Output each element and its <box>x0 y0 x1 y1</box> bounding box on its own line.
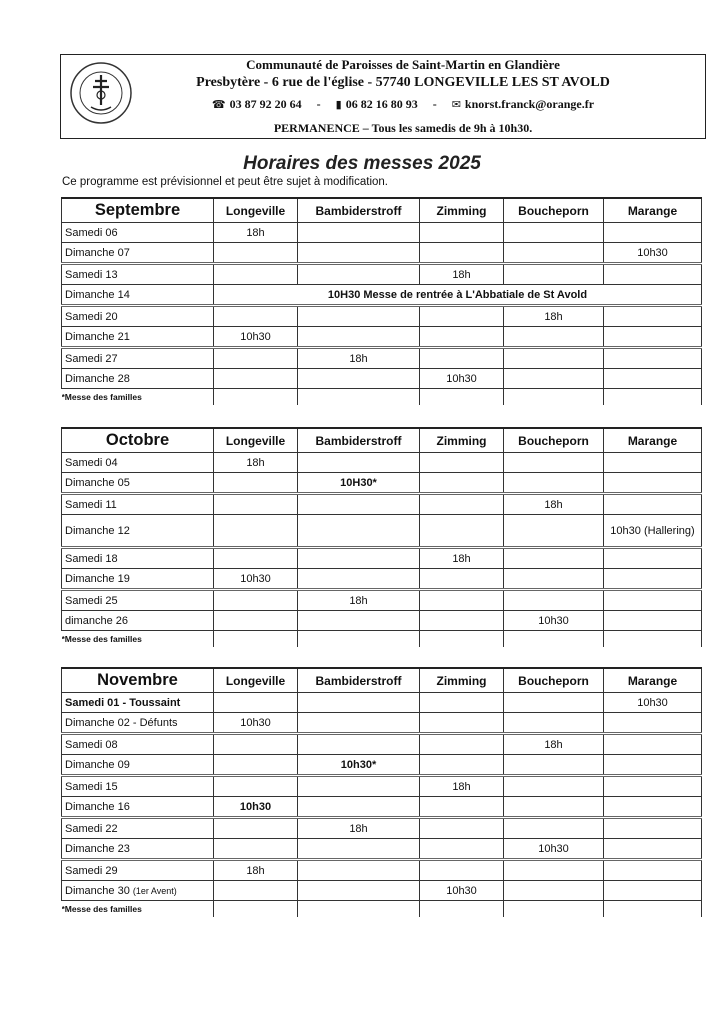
mass-time-cell: 18h <box>504 494 604 515</box>
table-row <box>62 223 702 243</box>
day-label: Dimanche 14 <box>65 288 130 301</box>
mass-time-cell <box>504 818 604 839</box>
day-label: Dimanche 21 <box>65 330 130 343</box>
table-row <box>62 818 702 839</box>
mass-time-cell: 10h30 (Hallering) <box>604 515 702 548</box>
mass-time-cell <box>604 797 702 818</box>
mass-time-cell <box>604 590 702 611</box>
table-row <box>62 755 702 776</box>
mass-time-cell <box>214 494 298 515</box>
day-cell <box>62 611 214 631</box>
mass-time-cell <box>604 839 702 860</box>
mass-time-cell <box>298 223 420 243</box>
month-table-october <box>61 427 701 647</box>
day-label: Dimanche 07 <box>65 246 130 259</box>
mass-time-cell <box>604 860 702 881</box>
mass-time-cell <box>504 264 604 285</box>
mass-time-cell <box>298 734 420 755</box>
mass-time-cell <box>214 515 298 548</box>
month-table-november <box>61 667 701 917</box>
mass-time-cell: 10h30 <box>214 797 298 818</box>
day-label: Samedi 22 <box>65 822 118 835</box>
mass-time-cell <box>504 223 604 243</box>
mass-time-cell <box>604 306 702 327</box>
table-header-row <box>62 668 702 693</box>
mass-time-cell <box>604 223 702 243</box>
mass-time-cell <box>298 713 420 734</box>
day-label: Samedi 11 <box>65 498 117 511</box>
mass-time-cell: 10h30 <box>214 713 298 734</box>
mass-time-cell: 10h30 <box>214 569 298 590</box>
mass-time-cell <box>604 473 702 494</box>
mass-time-cell <box>298 839 420 860</box>
mass-time-cell <box>504 369 604 389</box>
footnote-row <box>62 389 702 406</box>
mass-time-cell <box>420 569 504 590</box>
mass-time-cell <box>298 327 420 348</box>
mass-time-cell <box>214 264 298 285</box>
day-cell <box>62 548 214 569</box>
table-row <box>62 569 702 590</box>
mass-time-cell <box>504 548 604 569</box>
mass-time-cell: 10h30 <box>504 839 604 860</box>
day-cell <box>62 839 214 860</box>
separator: - <box>432 97 437 111</box>
column-header: Zimming <box>420 198 504 223</box>
mass-time-cell <box>604 369 702 389</box>
mass-time-cell <box>214 369 298 389</box>
column-header: Longeville <box>214 428 298 453</box>
table-row <box>62 734 702 755</box>
column-header: Longeville <box>214 198 298 223</box>
mass-time-cell <box>604 611 702 631</box>
mass-time-cell <box>420 734 504 755</box>
table-header-row <box>62 198 702 223</box>
mass-time-cell: 18h <box>214 223 298 243</box>
day-cell <box>62 693 214 713</box>
footnote-row <box>62 631 702 648</box>
mass-time-cell <box>214 755 298 776</box>
mass-time-cell <box>214 348 298 369</box>
mass-time-cell <box>504 713 604 734</box>
parish-name: Communauté de Paroisses de Saint-Martin en Glandière <box>246 57 560 72</box>
mass-time-cell <box>504 590 604 611</box>
mass-time-cell <box>504 473 604 494</box>
day-note: (1er Avent) <box>132 885 177 896</box>
mass-time-cell <box>298 881 420 901</box>
mass-time-cell: 18h <box>298 590 420 611</box>
mass-time-cell <box>420 327 504 348</box>
day-label: Dimanche 02 - Défunts <box>65 716 178 729</box>
day-label: Samedi 08 <box>65 738 118 751</box>
page-subtitle: Ce programme est prévisionnel et peut être sujet à modification. <box>62 176 388 188</box>
day-label: dimanche 26 <box>65 614 128 627</box>
table-row <box>62 881 702 901</box>
mass-time-cell <box>504 569 604 590</box>
mass-time-cell <box>420 818 504 839</box>
column-header: Zimming <box>420 428 504 453</box>
day-cell <box>62 881 214 901</box>
mass-time-cell <box>298 776 420 797</box>
table-row <box>62 515 702 548</box>
table-row <box>62 473 702 494</box>
column-header: Marange <box>604 428 702 453</box>
mass-time-cell <box>604 776 702 797</box>
contact-line <box>61 97 705 112</box>
month-name: Novembre <box>62 668 214 693</box>
mass-time-cell <box>214 473 298 494</box>
table-row <box>62 590 702 611</box>
mass-time-cell: 18h <box>420 548 504 569</box>
day-cell <box>62 818 214 839</box>
phone-number: 03 87 92 20 64 <box>229 97 302 111</box>
mass-time-cell <box>604 881 702 901</box>
table-row <box>62 797 702 818</box>
table-row <box>62 839 702 860</box>
mass-time-cell: 18h <box>504 306 604 327</box>
mass-time-cell <box>604 569 702 590</box>
day-cell <box>62 515 214 548</box>
day-cell <box>62 306 214 327</box>
table-row <box>62 693 702 713</box>
mass-time-cell: 10H30* <box>298 473 420 494</box>
mass-time-cell <box>420 713 504 734</box>
mass-time-cell <box>504 755 604 776</box>
mass-time-cell <box>214 734 298 755</box>
mass-time-cell <box>420 223 504 243</box>
day-label: Dimanche 05 <box>65 476 130 489</box>
column-header: Boucheporn <box>504 668 604 693</box>
day-cell <box>62 473 214 494</box>
mass-time-cell <box>298 306 420 327</box>
month-name: Septembre <box>62 198 214 223</box>
mass-time-cell <box>504 327 604 348</box>
mass-time-cell <box>298 548 420 569</box>
mass-time-cell <box>604 264 702 285</box>
mass-time-cell <box>298 797 420 818</box>
schedule-table <box>61 427 702 647</box>
mass-time-cell <box>604 818 702 839</box>
day-cell <box>62 755 214 776</box>
day-cell <box>62 223 214 243</box>
mass-time-cell: 18h <box>298 348 420 369</box>
mass-time-cell <box>420 839 504 860</box>
day-label: Dimanche 28 <box>65 372 130 385</box>
mass-time-cell <box>504 453 604 473</box>
mass-time-cell <box>604 713 702 734</box>
mass-time-cell <box>298 515 420 548</box>
mass-time-cell: 10h30 <box>504 611 604 631</box>
day-cell <box>62 776 214 797</box>
mass-time-cell <box>298 243 420 264</box>
day-label: Dimanche 12 <box>65 524 130 537</box>
mass-time-cell <box>604 327 702 348</box>
day-label: Samedi 25 <box>65 594 118 607</box>
mass-time-cell <box>420 306 504 327</box>
mass-time-cell <box>298 264 420 285</box>
footnote: *Messe des familles <box>61 904 142 914</box>
mass-time-cell <box>604 494 702 515</box>
day-cell <box>62 264 214 285</box>
mass-time-cell <box>504 515 604 548</box>
table-row <box>62 348 702 369</box>
day-cell <box>62 797 214 818</box>
day-label: Dimanche 30 <box>65 884 130 897</box>
permanence-hours: PERMANENCE – Tous les samedis de 9h à 10h30. <box>273 121 533 135</box>
column-header: Bambiderstroff <box>298 668 420 693</box>
table-row <box>62 713 702 734</box>
column-header: Boucheporn <box>504 428 604 453</box>
mass-time-cell: 10h30* <box>298 755 420 776</box>
day-label: Dimanche 23 <box>65 842 130 855</box>
column-header: Zimming <box>420 668 504 693</box>
table-row <box>62 243 702 264</box>
mass-time-cell <box>420 797 504 818</box>
mass-time-cell: 18h <box>298 818 420 839</box>
mass-time-cell <box>298 860 420 881</box>
day-label: Samedi 06 <box>65 226 118 239</box>
table-row <box>62 327 702 348</box>
footnote: *Messe des familles <box>61 634 142 644</box>
day-cell <box>62 734 214 755</box>
column-header: Marange <box>604 198 702 223</box>
day-cell <box>62 348 214 369</box>
table-row <box>62 494 702 515</box>
special-event-cell: 10H30 Messe de rentrée à L'Abbatiale de St Avold <box>214 285 702 306</box>
table-row <box>62 285 702 306</box>
mass-time-cell <box>604 734 702 755</box>
column-header: Bambiderstroff <box>298 198 420 223</box>
mass-time-cell: 10h30 <box>420 369 504 389</box>
parish-header <box>60 54 706 139</box>
mass-time-cell <box>420 860 504 881</box>
day-label: Samedi 04 <box>65 456 118 469</box>
day-label: Dimanche 09 <box>65 758 130 771</box>
phone-icon: ☎ <box>211 99 226 111</box>
mass-time-cell <box>604 348 702 369</box>
footnote: *Messe des familles <box>61 392 142 402</box>
table-row <box>62 306 702 327</box>
mass-time-cell <box>298 569 420 590</box>
mass-time-cell <box>504 797 604 818</box>
mass-time-cell: 18h <box>420 264 504 285</box>
email-address[interactable]: knorst.franck@orange.fr <box>464 97 595 111</box>
mass-time-cell <box>504 693 604 713</box>
mass-time-cell <box>298 369 420 389</box>
mass-time-cell <box>214 776 298 797</box>
table-row <box>62 369 702 389</box>
mass-time-cell: 10h30 <box>214 327 298 348</box>
table-row <box>62 264 702 285</box>
mass-time-cell <box>214 693 298 713</box>
mass-time-cell: 10h30 <box>604 243 702 264</box>
day-cell <box>62 243 214 264</box>
table-row <box>62 611 702 631</box>
mass-time-cell <box>298 693 420 713</box>
mass-time-cell: 18h <box>214 860 298 881</box>
day-cell <box>62 369 214 389</box>
mass-time-cell <box>214 306 298 327</box>
mass-time-cell <box>420 611 504 631</box>
mass-time-cell <box>420 453 504 473</box>
mass-time-cell <box>214 611 298 631</box>
day-cell <box>62 590 214 611</box>
column-header: Bambiderstroff <box>298 428 420 453</box>
day-label: Samedi 20 <box>65 310 118 323</box>
mass-time-cell <box>604 453 702 473</box>
mobile-number: 06 82 16 80 93 <box>345 97 418 111</box>
day-label: Samedi 13 <box>65 268 118 281</box>
page-title: Horaires des messes 2025 <box>243 153 481 174</box>
day-label: Samedi 18 <box>65 552 118 565</box>
mass-time-cell: 18h <box>504 734 604 755</box>
mass-time-cell: 18h <box>214 453 298 473</box>
month-name: Octobre <box>62 428 214 453</box>
mass-time-cell <box>504 243 604 264</box>
day-cell <box>62 494 214 515</box>
table-row <box>62 860 702 881</box>
month-table-september <box>61 197 701 405</box>
mass-time-cell <box>504 348 604 369</box>
mass-time-cell <box>214 548 298 569</box>
schedule-table <box>61 667 702 917</box>
mass-time-cell: 18h <box>420 776 504 797</box>
mass-time-cell: 10h30 <box>420 881 504 901</box>
mass-time-cell <box>420 515 504 548</box>
table-row <box>62 453 702 473</box>
day-label: Dimanche 16 <box>65 800 130 813</box>
mass-time-cell <box>420 755 504 776</box>
day-cell <box>62 327 214 348</box>
mass-time-cell <box>504 776 604 797</box>
mass-time-cell <box>214 243 298 264</box>
column-header: Longeville <box>214 668 298 693</box>
mass-time-cell <box>420 494 504 515</box>
day-label: Samedi 27 <box>65 352 118 365</box>
schedule-table <box>61 197 702 405</box>
mass-time-cell <box>420 590 504 611</box>
envelope-icon: ✉ <box>451 99 461 111</box>
day-cell <box>62 453 214 473</box>
mass-time-cell <box>214 881 298 901</box>
day-cell <box>62 285 214 306</box>
table-row <box>62 776 702 797</box>
mass-time-cell <box>298 494 420 515</box>
mass-time-cell <box>604 548 702 569</box>
mass-time-cell <box>420 473 504 494</box>
mass-time-cell <box>420 348 504 369</box>
mass-time-cell <box>420 693 504 713</box>
mass-time-cell <box>214 590 298 611</box>
separator: - <box>316 97 321 111</box>
day-label: Samedi 29 <box>65 864 118 877</box>
mass-time-cell: 10h30 <box>604 693 702 713</box>
mobile-phone-icon: ▮ <box>335 99 342 111</box>
mass-time-cell <box>420 243 504 264</box>
footnote-row <box>62 901 702 918</box>
mass-time-cell <box>214 818 298 839</box>
day-label: Samedi 15 <box>65 780 118 793</box>
mass-time-cell <box>298 453 420 473</box>
mass-time-cell <box>504 860 604 881</box>
mass-time-cell <box>214 839 298 860</box>
table-row <box>62 548 702 569</box>
column-header: Boucheporn <box>504 198 604 223</box>
day-cell <box>62 569 214 590</box>
parish-address: Presbytère - 6 rue de l'église - 57740 LONGEVILLE LES ST AVOLD <box>196 75 610 90</box>
day-label: Samedi 01 - Toussaint <box>65 696 181 709</box>
mass-time-cell <box>298 611 420 631</box>
mass-time-cell <box>504 881 604 901</box>
day-label: Dimanche 19 <box>65 572 130 585</box>
table-header-row <box>62 428 702 453</box>
day-cell <box>62 713 214 734</box>
day-cell <box>62 860 214 881</box>
column-header: Marange <box>604 668 702 693</box>
mass-time-cell <box>604 755 702 776</box>
